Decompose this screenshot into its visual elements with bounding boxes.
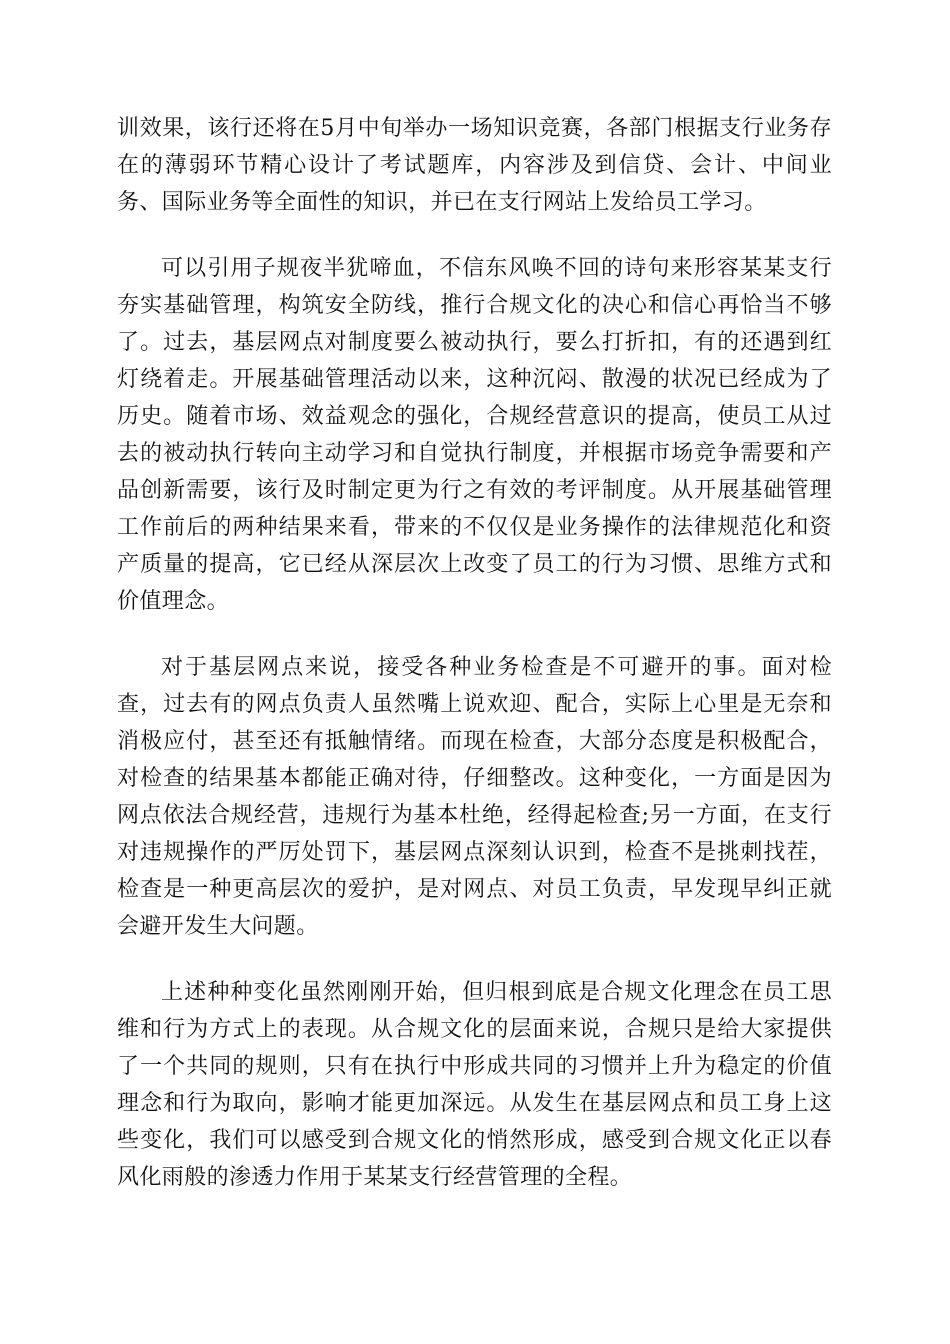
document-body <box>117 110 832 1225</box>
paragraph-3: 对于基层网点来说，接受各种业务检查是不可避开的事。面对检查，过去有的网点负责人虽然嘴上说欢迎、配合，实际上心里是无奈和消极应付，甚至还有抵触情绪。而现在检查，大部分态度是积极配合，对检查的结果基本都能正确对待，仔细整改。这种变化，一方面是因为网点依法合规经营，违规行为基本杜绝，经得起检查;另一方面，在支行对违规操作的严厉处罚下，基层网点深刻认识到，检查不是挑刺找茬，检查是一种更高层次的爱护，是对网点、对员工负责，早发现早纠正就会避开发生大问题。 <box>117 655 832 939</box>
paragraph-4: 上述种种变化虽然刚刚开始，但归根到底是合规文化理念在员工思维和行为方式上的表现。从合规文化的层面来说，合规只是给大家提供了一个共同的规则，只有在执行中形成共同的习惯并上升为稳定的价值理念和行为取向，影响才能更加深远。从发生在基层网点和员工身上这些变化，我们可以感受到合规文化的悄然形成，感受到合规文化正以春风化雨般的渗透力作用于某某支行经营管理的全程。 <box>117 980 832 1190</box>
paragraph-1: 训效果，该行还将在5月中旬举办一场知识竞赛，各部门根据支行业务存在的薄弱环节精心设计了考试题库，内容涉及到信贷、会计、中间业务、国际业务等全面性的知识，并已在支行网站上发给员工学习。 <box>117 116 832 215</box>
paragraph-2: 可以引用子规夜半犹啼血，不信东风唤不回的诗句来形容某某支行夯实基础管理，构筑安全防线，推行合规文化的决心和信心再恰当不够了。过去，基层网点对制度要么被动执行，要么打折扣，有的还遇到红灯绕着走。开展基础管理活动以来，这种沉闷、散漫的状况已经成为了历史。随着市场、效益观念的强化，合规经营意识的提高，使员工从过去的被动执行转向主动学习和自觉执行制度，并根据市场竞争需要和产品创新需要，该行及时制定更为行之有效的考评制度。从开展基础管理工作前后的两种结果来看，带来的不仅仅是业务操作的法律规范化和资产质量的提高，它已经从深层次上改变了员工的行为习惯、思维方式和价值理念。 <box>117 256 832 614</box>
